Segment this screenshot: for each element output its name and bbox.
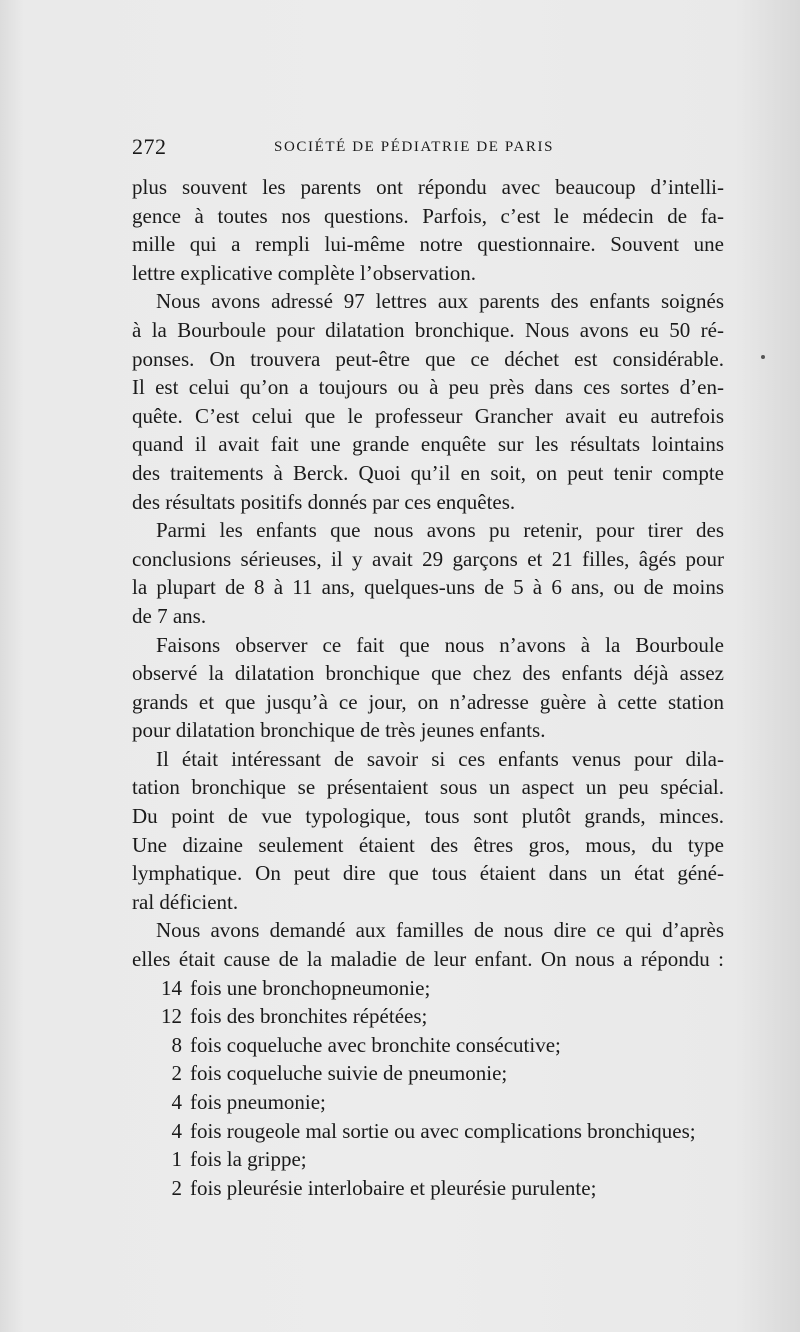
cause-count: 2 [171,1175,182,1200]
text-line: lymphatique. On peut dire que tous étaient dans un état géné- [132,861,724,886]
page-header [132,134,580,162]
cause-count: 2 [171,1061,182,1086]
cause-text: fois coqueluche avec bronchite consécutive; [190,1032,561,1057]
cause-count: 8 [171,1032,182,1057]
text-line: ponses. On trouvera peut-être que ce déchet est considérable. [132,346,724,371]
cause-text: fois coqueluche suivie de pneumonie; [190,1061,508,1086]
text-line: de 7 ans. [132,603,207,628]
cause-text: fois rougeole mal sortie ou avec complications bronchiques; [190,1118,696,1143]
text-line: Nous avons adressé 97 lettres aux parents des enfants soignés [156,289,724,314]
text-line: gence à toutes nos questions. Parfois, c’est le médecin de fa- [132,203,724,228]
text-line: Parmi les enfants que nous avons pu retenir, pour tirer des [156,518,724,543]
text-line: Une dizaine seulement étaient des êtres gros, mous, du type [132,832,724,857]
text-line: Il est celui qu’on a toujours ou à peu près dans ces sortes d’en- [132,375,724,400]
text-line: tation bronchique se présentaient sous un aspect un peu spécial. [132,775,724,800]
text-line: plus souvent les parents ont répondu avec beaucoup d’intelli- [132,175,724,199]
text-line: à la Bourboule pour dilatation bronchique. Nous avons eu 50 ré- [132,317,724,342]
list-item [132,974,724,1003]
cause-count: 4 [171,1090,182,1114]
paragraph [132,916,724,973]
text-line: conclusions sérieuses, il y avait 29 garçons et 21 filles, âgés pour [132,546,724,571]
text-line: quête. C’est celui que le professeur Grancher avait eu autrefois [132,403,724,428]
paper-speck [761,355,765,359]
causes-list [132,974,724,1203]
text-line: Nous avons demandé aux familles de nous dire ce qui d’après [156,918,724,943]
text-line: la plupart de 8 à 11 ans, quelques-uns de 5 à 6 ans, ou de moins [132,575,724,600]
list-item [132,1059,724,1088]
list-item [132,1088,724,1117]
text-line: pour dilatation bronchique de très jeunes enfants. [132,718,546,743]
text-line: des résultats positifs donnés par ces enquêtes. [132,489,516,514]
list-item [132,1002,724,1031]
cause-count: 1 [171,1147,182,1172]
list-item [132,1174,724,1203]
list-item [132,1117,724,1146]
paragraph [132,173,724,287]
text-line: mille qui a rempli lui-même notre questionnaire. Souvent une [132,232,724,257]
paragraph [132,745,724,917]
text-line: Du point de vue typologique, tous sont plutôt grands, minces. [132,804,724,829]
text-line: elles était cause de la maladie de leur enfant. On nous a répondu : [132,947,724,972]
text-line: Il était intéressant de savoir si ces enfants venus pour dila- [156,746,724,771]
text-line: grands et que jusqu’à ce jour, on n’adresse guère à cette station [132,689,724,714]
running-title: SOCIÉTÉ DE PÉDIATRIE DE PARIS [274,139,555,155]
cause-text: fois une bronchopneumonie; [190,975,431,1000]
paragraph [132,516,724,630]
cause-text: fois la grippe; [190,1147,307,1172]
page-body [132,173,724,1202]
page-number: 272 [132,134,167,159]
cause-count: 12 [161,1004,182,1029]
text-line: des traitements à Berck. Quoi qu’il en soit, on peut tenir compte [132,460,724,485]
text-line: Faisons observer ce fait que nous n’avons à la Bourboule [156,632,724,657]
text-line: observé la dilatation bronchique que chez des enfants déjà assez [132,661,724,686]
cause-text: fois pneumonie; [190,1090,326,1114]
list-item [132,1031,724,1060]
cause-text: fois des bronchites répétées; [190,1004,428,1029]
paragraph [132,287,724,516]
cause-count: 4 [171,1118,182,1143]
paragraph [132,631,724,745]
text-line: quand il avait fait une grande enquête sur les résultats lointains [132,432,724,457]
cause-text: fois pleurésie interlobaire et pleurésie purulente; [190,1175,597,1200]
list-item [132,1145,724,1174]
cause-count: 14 [161,975,182,1000]
text-line: lettre explicative complète l’observation. [132,260,477,285]
text-line: ral déficient. [132,889,239,914]
